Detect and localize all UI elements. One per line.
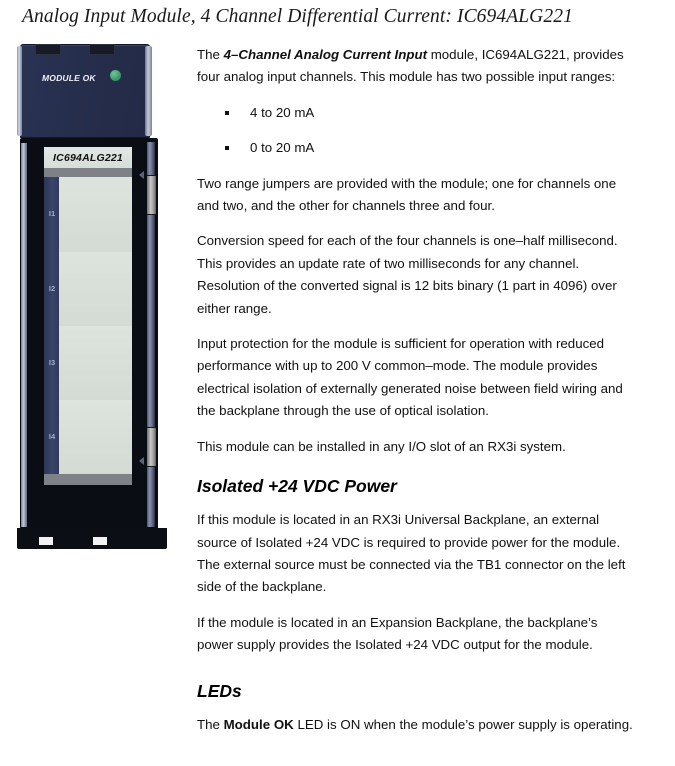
channel-strip: [44, 177, 59, 474]
channel-label-i4: I4: [48, 432, 56, 441]
module-ok-led-icon: [110, 70, 121, 81]
intro-paragraph: [197, 44, 633, 89]
heading-leds: LEDs: [197, 680, 242, 701]
module-base-tab-right: [89, 44, 115, 55]
module-latch-bottom: [147, 427, 156, 467]
latch-arrow-bottom-icon: [139, 457, 144, 465]
list-item: [197, 102, 633, 124]
input-ranges-list: [197, 102, 633, 160]
terminal-block-4: [59, 400, 132, 475]
terminal-block-3: [59, 326, 132, 401]
channel-label-i2: I2: [48, 284, 56, 293]
leds-lead: The: [197, 716, 224, 732]
module-base: [17, 528, 167, 549]
paragraph-universal-backplane: If this module is located in an RX3i Universal Backplane, an external source of Isolated +24 VDC is required to provide power for the module. The external source must be connected via the TB1 connector on the left side of the backplane.: [197, 512, 626, 595]
terminal-block-2: [59, 252, 132, 327]
module-illustration: [17, 44, 177, 554]
paragraph-slot-installation: This module can be installed in any I/O slot of an RX3i system.: [197, 438, 566, 454]
intro-lead: The: [197, 47, 224, 62]
paragraph-input-protection: Input protection for the module is sufficient for operation with reduced performance with up to 200 V common–mode. The module provides electrical isolation of externally generated noise between field wiring and the backplane through the use of optical isolation.: [197, 336, 623, 419]
channel-label-i1: I1: [48, 209, 56, 218]
paragraph-module-ok-led: [197, 714, 633, 736]
content-column: [197, 44, 633, 749]
heading-isolated-power: Isolated +24 VDC Power: [197, 476, 397, 497]
square-bullet-icon: [225, 146, 229, 150]
range-value: 0 to 20 mA: [250, 140, 315, 156]
paragraph-conversion-speed: Conversion speed for each of the four channels is one–half millisecond. This provides an update rate of two milliseconds for any channel. Resolution of the converted signal is 12 bits binary (1 part in 4096) over either range.: [197, 233, 618, 316]
module-part-label: [44, 147, 132, 168]
faceplate-left-rail: [17, 46, 22, 136]
page-title: Analog Input Module, 4 Channel Differential Current: IC694ALG221: [22, 6, 573, 27]
module-latch-top: [147, 175, 156, 215]
list-item: [197, 137, 633, 159]
module-part-label-text: IC694ALG221: [53, 151, 123, 164]
range-value: 4 to 20 mA: [250, 104, 315, 120]
module-label-divider: [44, 168, 132, 177]
intro-emphasis: 4–Channel Analog Current Input: [223, 47, 428, 62]
leds-emphasis: Module OK: [223, 716, 294, 732]
faceplate-right-rail: [145, 46, 152, 136]
leds-rest: LED is ON when the module’s power supply is operating.: [293, 716, 633, 732]
latch-arrow-top-icon: [139, 171, 144, 179]
module-ok-label: MODULE OK: [42, 73, 96, 83]
body-left-rail: [21, 143, 27, 527]
square-bullet-icon: [225, 111, 229, 115]
module-base-tab-left: [35, 44, 61, 55]
intro-rest: module, IC694ALG221, provides four analog input channels. This module has two possible input ranges:: [197, 47, 624, 85]
module-body: [20, 138, 158, 530]
base-notch-right: [93, 537, 107, 545]
module-faceplate-top: [20, 44, 150, 138]
terminal-block-1: [59, 177, 132, 253]
paragraph-range-jumpers: Two range jumpers are provided with the module; one for channels one and two, and the other for channels three and four.: [197, 175, 617, 214]
terminal-bottom-bar: [44, 474, 132, 485]
paragraph-expansion-backplane: If the module is located in an Expansion Backplane, the backplane’s power supply provides the Isolated +24 VDC output for the module.: [197, 614, 598, 653]
base-notch-left: [39, 537, 53, 545]
channel-label-i3: I3: [48, 358, 56, 367]
